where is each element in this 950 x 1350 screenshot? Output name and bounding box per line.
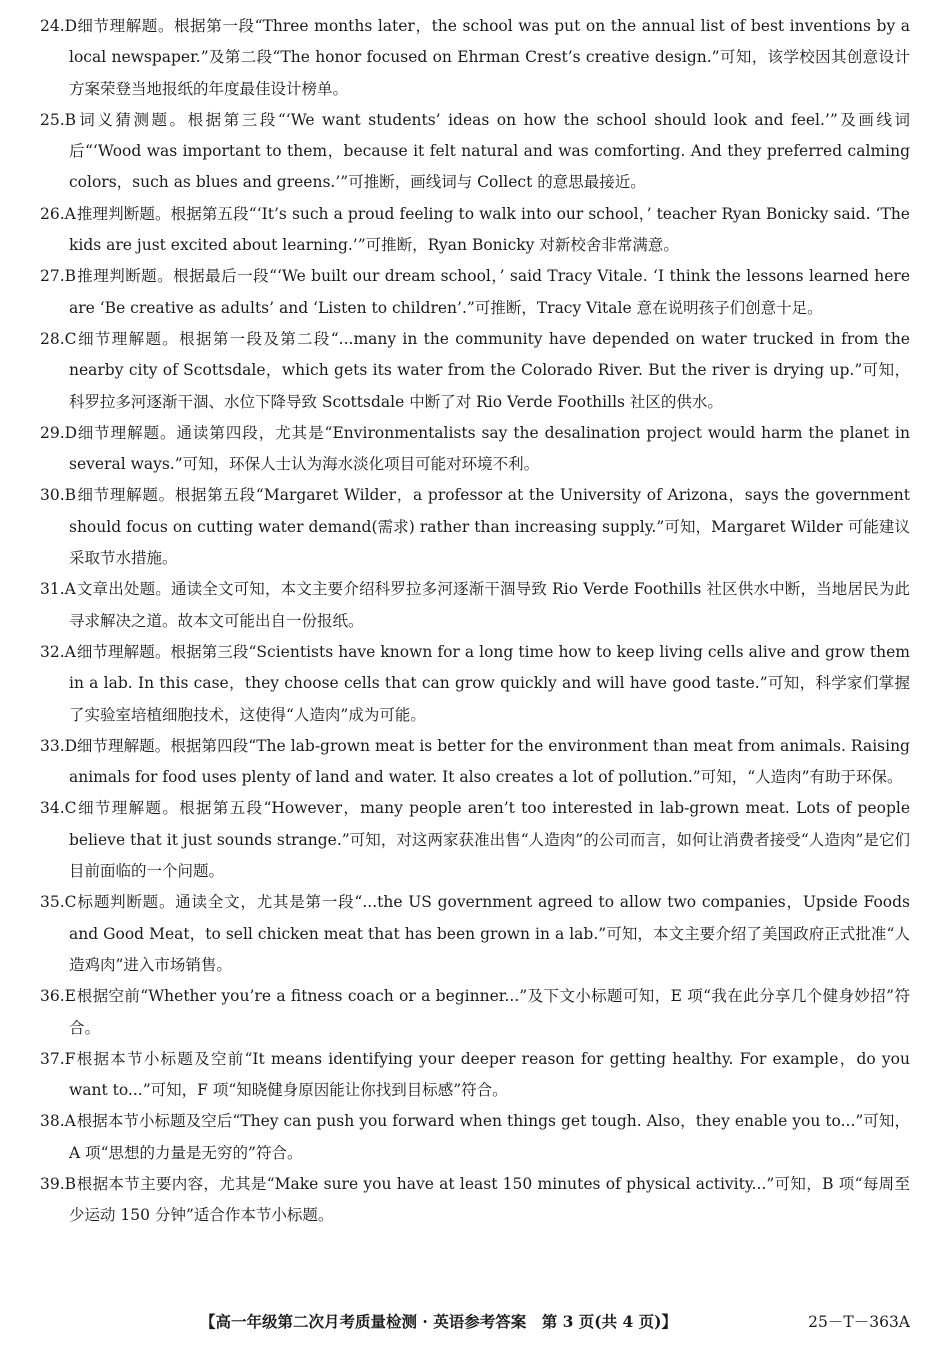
answer-item (40, 981, 910, 1044)
question-type: 文章出处题。 (69, 580, 171, 599)
answer-number: 39.B (40, 1174, 77, 1193)
answer-item (40, 324, 910, 418)
answer-number: 26.A (40, 204, 76, 223)
answer-item (40, 793, 910, 887)
page-footer (0, 1300, 950, 1340)
answer-item (40, 199, 910, 262)
question-type: 细节理解题。 (69, 736, 171, 755)
explanation-text: 根据第五段“Margaret Wilder，a professor at the University of Arizona，says the government should focus on cutting water demand(需求) rather than increasing supply.”可知，Margaret Wilder 可能建议采取节水措施。 (69, 486, 910, 568)
answer-explanation (69, 480, 910, 574)
question-type: 细节理解题。 (69, 17, 175, 35)
answer-number: 35.C (40, 893, 77, 912)
explanation-text: 根据第三段“Scientists have known for a long time how to keep living cells alive and grow them in a lab. In this case，they choose cells that can grow quickly and will have good taste.”可知，科学家们掌握了实验室培植细胞技术，这使得“人造肉”成为可能。 (69, 642, 910, 724)
explanation-text: 根据本节小标题及空前“It means identifying your deeper reason for getting healthy. For example，do you want to...”可知，F 项“知晓健身原因能让你找到目标感”符合。 (69, 1049, 910, 1100)
answer-explanation (69, 418, 910, 481)
answer-number: 31.A (40, 580, 76, 599)
answer-number: 37.F (40, 1049, 76, 1068)
explanation-text: 根据本节主要内容，尤其是“Make sure you have at least 150 minutes of physical activity...”可知，B 项“每周至少运动 150 分钟”适合作本节小标题。 (69, 1174, 910, 1225)
answer-number: 33.D (40, 736, 78, 755)
answer-explanation (69, 199, 910, 262)
answer-number: 36.E (40, 987, 76, 1006)
answer-explanation (69, 731, 910, 794)
answer-number: 32.A (40, 642, 76, 661)
explanation-text: 根据第四段“The lab-grown meat is better for the environment than meat from animals. Raising animals for food uses plenty of land and water. It also creates a lot of pollution.”可知，“人造肉”有助于环保。 (69, 736, 910, 787)
question-type: 标题判断题。 (69, 893, 176, 912)
answer-explanation (69, 1044, 910, 1107)
answer-explanation (69, 887, 910, 981)
answer-number: 28.C (40, 329, 77, 348)
answer-explanation (69, 324, 910, 418)
answer-item (40, 1044, 910, 1107)
explanation-text: 根据第三段“‘We want students’ ideas on how the school should look and feel.’”及画线词后“‘Wood was important to them，because it felt natural and was comforting. And they preferred calming colors，such as blues and greens.’”可推断，画线词与 Collect 的意思最接近。 (69, 110, 910, 192)
answer-item (40, 418, 910, 481)
question-type: 细节理解题。 (69, 642, 171, 661)
answer-item (40, 11, 910, 105)
answer-item (40, 887, 910, 981)
answer-item (40, 1169, 910, 1232)
question-type: 细节理解题。 (69, 423, 177, 442)
answer-list (40, 11, 910, 1232)
question-type: 词义猜测题。 (69, 110, 188, 129)
answer-explanation (69, 11, 910, 105)
answer-item (40, 105, 910, 199)
explanation-text: 根据本节小标题及空后“They can push you forward when things get tough. Also，they enable you to...”可知，A 项“思想的力量是无穷的”符合。 (69, 1112, 910, 1162)
answer-item (40, 731, 910, 794)
answer-explanation (69, 574, 910, 637)
explanation-text: 根据第五段“‘It’s such a proud feeling to walk into our school，’ teacher Ryan Bonicky said. ‘The kids are just excited about learning.’”可推断，Ryan Bonicky 对新校舍非常满意。 (69, 204, 910, 255)
answer-explanation (69, 1106, 910, 1169)
answer-explanation (69, 261, 910, 324)
answer-explanation (69, 793, 910, 887)
answer-number: 34.C (40, 799, 77, 818)
answer-explanation (69, 981, 910, 1044)
answer-item (40, 574, 910, 637)
explanation-text: 根据最后一段“‘We built our dream school，’ said Tracy Vitale. ‘I think the lessons learned here are ‘Be creative as adults’ and ‘Listen to children’.”可推断，Tracy Vitale 意在说明孩子们创意十足。 (69, 267, 910, 317)
answer-explanation (69, 105, 910, 199)
question-type: 细节理解题。 (69, 486, 175, 505)
explanation-text: 通读全文可知，本文主要介绍科罗拉多河逐渐干涸导致 Rio Verde Foothills 社区供水中断，当地居民为此寻求解决之道。故本文可能出自一份报纸。 (69, 580, 910, 630)
explanation-text: 根据第一段及第二段“...many in the community have depended on water trucked in from the nearby city of Scottsdale，which gets its water from the Colorado River. But the river is drying up.”可知，科罗拉多河逐渐干涸、水位下降导致 Scottsdale 中断了对 Rio Verde Foothills 社区的供水。 (69, 329, 910, 411)
answer-number: 30.B (40, 486, 77, 505)
answer-item (40, 1106, 910, 1169)
footer-title: 【高一年级第二次月考质量检测 · 英语参考答案 第 3 页(共 4 页)】 (200, 1312, 678, 1331)
explanation-text: 通读全文，尤其是第一段“...the US government agreed to allow two companies，Upside Foods and Good Meat，to sell chicken meat that has been grown in a lab.”可知，本文主要介绍了美国政府正式批准“人造鸡肉”进入市场销售。 (69, 893, 910, 974)
question-type: 细节理解题。 (69, 799, 180, 818)
answer-number: 25.B (40, 110, 77, 129)
explanation-text: 通读第四段，尤其是“Environmentalists say the desalination project would harm the planet in several ways.”可知，环保人士认为海水淡化项目可能对环境不利。 (69, 423, 910, 474)
question-type: 细节理解题。 (69, 329, 180, 348)
footer-code: 25－T－363A (808, 1313, 910, 1331)
answer-item (40, 480, 910, 574)
answer-explanation (69, 1169, 910, 1232)
question-type: 推理判断题。 (69, 204, 171, 223)
explanation-text: 根据第一段“Three months later，the school was put on the annual list of best inventions by a local newspaper.”及第二段“The honor focused on Ehrman Crest’s creative design.”可知，该学校因其创意设计方案荣登当地报纸的年度最佳设计榜单。 (69, 17, 910, 98)
explanation-text: 根据第五段“However，many people aren’t too interested in lab-grown meat. Lots of people believe that it just sounds strange.”可知，对这两家获准出售“人造肉”的公司而言，如何让消费者接受“人造肉”是它们目前面临的一个问题。 (69, 799, 910, 881)
answer-item (40, 637, 910, 731)
explanation-text: 根据空前“Whether you’re a fitness coach or a beginner...”及下文小标题可知，E 项“我在此分享几个健身妙招”符合。 (69, 987, 910, 1037)
answer-number: 24.D (40, 17, 78, 35)
answer-number: 29.D (40, 423, 78, 442)
answer-number: 38.A (40, 1112, 76, 1131)
answer-number: 27.B (40, 267, 77, 286)
answer-explanation (69, 637, 910, 731)
answer-item (40, 261, 910, 324)
question-type: 推理判断题。 (69, 267, 174, 286)
